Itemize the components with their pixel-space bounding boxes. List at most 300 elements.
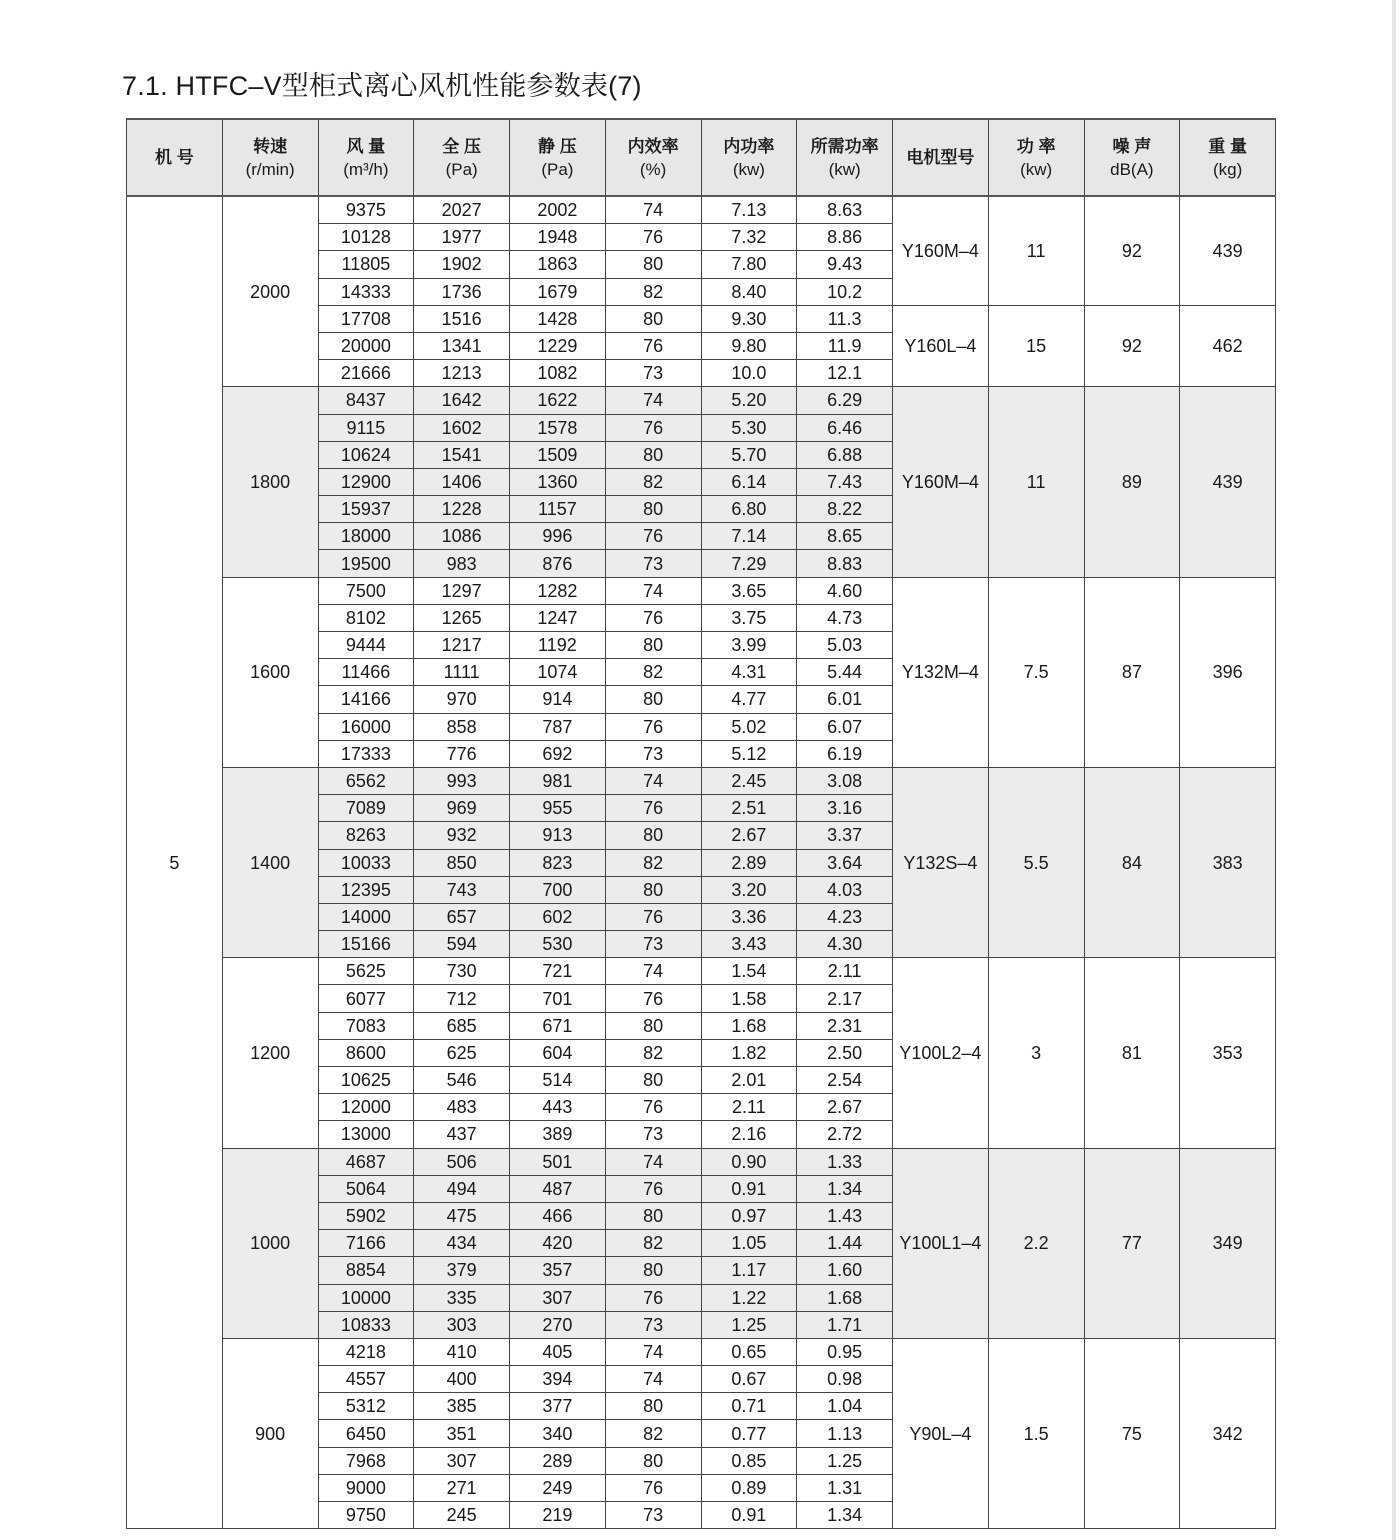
airflow-cell: 10624 xyxy=(318,441,414,468)
airflow-cell: 8102 xyxy=(318,604,414,631)
static-pressure-cell: 307 xyxy=(510,1284,606,1311)
efficiency-cell: 74 xyxy=(605,1148,701,1175)
header-motor-power: 功 率 (kw) xyxy=(988,119,1084,196)
total-pressure-cell: 546 xyxy=(414,1067,510,1094)
internal-power-cell: 7.29 xyxy=(701,550,797,577)
internal-power-cell: 1.22 xyxy=(701,1284,797,1311)
internal-power-cell: 5.70 xyxy=(701,441,797,468)
table-header xyxy=(127,119,1276,196)
static-pressure-cell: 219 xyxy=(510,1502,606,1529)
total-pressure-cell: 1602 xyxy=(414,414,510,441)
motor-model-cell: Y132M–4 xyxy=(893,577,989,767)
total-pressure-cell: 1217 xyxy=(414,632,510,659)
efficiency-cell: 76 xyxy=(605,713,701,740)
airflow-cell: 5902 xyxy=(318,1202,414,1229)
total-pressure-cell: 657 xyxy=(414,903,510,930)
total-pressure-cell: 1902 xyxy=(414,251,510,278)
required-power-cell: 4.73 xyxy=(797,604,893,631)
motor-power-cell: 11 xyxy=(988,196,1084,305)
internal-power-cell: 4.77 xyxy=(701,686,797,713)
total-pressure-cell: 379 xyxy=(414,1257,510,1284)
internal-power-cell: 3.36 xyxy=(701,903,797,930)
static-pressure-cell: 701 xyxy=(510,985,606,1012)
total-pressure-cell: 970 xyxy=(414,686,510,713)
airflow-cell: 15937 xyxy=(318,496,414,523)
airflow-cell: 8600 xyxy=(318,1039,414,1066)
airflow-cell: 4218 xyxy=(318,1338,414,1365)
required-power-cell: 6.07 xyxy=(797,713,893,740)
airflow-cell: 10833 xyxy=(318,1311,414,1338)
airflow-cell: 9115 xyxy=(318,414,414,441)
required-power-cell: 3.64 xyxy=(797,849,893,876)
total-pressure-cell: 858 xyxy=(414,713,510,740)
total-pressure-cell: 1977 xyxy=(414,224,510,251)
internal-power-cell: 1.17 xyxy=(701,1257,797,1284)
efficiency-cell: 82 xyxy=(605,278,701,305)
internal-power-cell: 0.71 xyxy=(701,1393,797,1420)
efficiency-cell: 80 xyxy=(605,1257,701,1284)
speed-cell: 1800 xyxy=(222,387,318,577)
motor-model-cell: Y90L–4 xyxy=(893,1338,989,1528)
airflow-cell: 17333 xyxy=(318,740,414,767)
internal-power-cell: 2.16 xyxy=(701,1121,797,1148)
airflow-cell: 10625 xyxy=(318,1067,414,1094)
efficiency-cell: 76 xyxy=(605,903,701,930)
efficiency-cell: 73 xyxy=(605,1121,701,1148)
table-body xyxy=(127,196,1276,1529)
required-power-cell: 6.46 xyxy=(797,414,893,441)
total-pressure-cell: 730 xyxy=(414,958,510,985)
static-pressure-cell: 466 xyxy=(510,1202,606,1229)
internal-power-cell: 8.40 xyxy=(701,278,797,305)
efficiency-cell: 80 xyxy=(605,1067,701,1094)
efficiency-cell: 82 xyxy=(605,1039,701,1066)
airflow-cell: 7089 xyxy=(318,795,414,822)
total-pressure-cell: 625 xyxy=(414,1039,510,1066)
airflow-cell: 7500 xyxy=(318,577,414,604)
total-pressure-cell: 685 xyxy=(414,1012,510,1039)
internal-power-cell: 3.75 xyxy=(701,604,797,631)
internal-power-cell: 7.32 xyxy=(701,224,797,251)
internal-power-cell: 3.65 xyxy=(701,577,797,604)
airflow-cell: 6077 xyxy=(318,985,414,1012)
total-pressure-cell: 1213 xyxy=(414,360,510,387)
total-pressure-cell: 2027 xyxy=(414,196,510,224)
internal-power-cell: 9.30 xyxy=(701,305,797,332)
speed-cell: 2000 xyxy=(222,196,318,387)
required-power-cell: 9.43 xyxy=(797,251,893,278)
total-pressure-cell: 410 xyxy=(414,1338,510,1365)
motor-power-cell: 5.5 xyxy=(988,767,1084,957)
internal-power-cell: 3.43 xyxy=(701,931,797,958)
required-power-cell: 4.03 xyxy=(797,876,893,903)
static-pressure-cell: 955 xyxy=(510,795,606,822)
total-pressure-cell: 1642 xyxy=(414,387,510,414)
required-power-cell: 8.22 xyxy=(797,496,893,523)
static-pressure-cell: 823 xyxy=(510,849,606,876)
internal-power-cell: 0.85 xyxy=(701,1447,797,1474)
efficiency-cell: 73 xyxy=(605,1311,701,1338)
airflow-cell: 12000 xyxy=(318,1094,414,1121)
airflow-cell: 8437 xyxy=(318,387,414,414)
required-power-cell: 2.11 xyxy=(797,958,893,985)
required-power-cell: 8.65 xyxy=(797,523,893,550)
noise-cell: 75 xyxy=(1084,1338,1180,1528)
airflow-cell: 5064 xyxy=(318,1175,414,1202)
required-power-cell: 2.54 xyxy=(797,1067,893,1094)
efficiency-cell: 80 xyxy=(605,1447,701,1474)
static-pressure-cell: 501 xyxy=(510,1148,606,1175)
static-pressure-cell: 914 xyxy=(510,686,606,713)
static-pressure-cell: 340 xyxy=(510,1420,606,1447)
required-power-cell: 1.31 xyxy=(797,1474,893,1501)
static-pressure-cell: 394 xyxy=(510,1366,606,1393)
efficiency-cell: 80 xyxy=(605,251,701,278)
total-pressure-cell: 245 xyxy=(414,1502,510,1529)
static-pressure-cell: 357 xyxy=(510,1257,606,1284)
motor-model-cell: Y160L–4 xyxy=(893,305,989,387)
efficiency-cell: 73 xyxy=(605,740,701,767)
noise-cell: 87 xyxy=(1084,577,1180,767)
internal-power-cell: 1.68 xyxy=(701,1012,797,1039)
static-pressure-cell: 700 xyxy=(510,876,606,903)
efficiency-cell: 73 xyxy=(605,1502,701,1529)
required-power-cell: 1.34 xyxy=(797,1502,893,1529)
total-pressure-cell: 434 xyxy=(414,1230,510,1257)
total-pressure-cell: 594 xyxy=(414,931,510,958)
page-title: 7.1. HTFC–V型柜式离心风机性能参数表(7) xyxy=(122,71,642,101)
header-internal-efficiency: 内效率 (%) xyxy=(605,119,701,196)
total-pressure-cell: 385 xyxy=(414,1393,510,1420)
motor-model-cell: Y100L2–4 xyxy=(893,958,989,1148)
efficiency-cell: 80 xyxy=(605,686,701,713)
efficiency-cell: 74 xyxy=(605,1338,701,1365)
static-pressure-cell: 1509 xyxy=(510,441,606,468)
motor-power-cell: 3 xyxy=(988,958,1084,1148)
required-power-cell: 0.98 xyxy=(797,1366,893,1393)
airflow-cell: 10128 xyxy=(318,224,414,251)
airflow-cell: 10033 xyxy=(318,849,414,876)
required-power-cell: 11.9 xyxy=(797,332,893,359)
airflow-cell: 5312 xyxy=(318,1393,414,1420)
airflow-cell: 20000 xyxy=(318,332,414,359)
static-pressure-cell: 487 xyxy=(510,1175,606,1202)
static-pressure-cell: 1360 xyxy=(510,468,606,495)
airflow-cell: 8854 xyxy=(318,1257,414,1284)
airflow-cell: 16000 xyxy=(318,713,414,740)
internal-power-cell: 1.58 xyxy=(701,985,797,1012)
total-pressure-cell: 494 xyxy=(414,1175,510,1202)
airflow-cell: 8263 xyxy=(318,822,414,849)
total-pressure-cell: 475 xyxy=(414,1202,510,1229)
static-pressure-cell: 270 xyxy=(510,1311,606,1338)
internal-power-cell: 0.91 xyxy=(701,1502,797,1529)
total-pressure-cell: 437 xyxy=(414,1121,510,1148)
internal-power-cell: 5.30 xyxy=(701,414,797,441)
required-power-cell: 4.60 xyxy=(797,577,893,604)
airflow-cell: 18000 xyxy=(318,523,414,550)
internal-power-cell: 1.82 xyxy=(701,1039,797,1066)
required-power-cell: 4.23 xyxy=(797,903,893,930)
efficiency-cell: 76 xyxy=(605,1474,701,1501)
efficiency-cell: 80 xyxy=(605,1393,701,1420)
required-power-cell: 2.72 xyxy=(797,1121,893,1148)
page-edge-rule xyxy=(1392,0,1396,1540)
table-row xyxy=(127,1148,1276,1175)
efficiency-cell: 76 xyxy=(605,985,701,1012)
motor-model-cell: Y160M–4 xyxy=(893,196,989,305)
noise-cell: 84 xyxy=(1084,767,1180,957)
required-power-cell: 1.13 xyxy=(797,1420,893,1447)
required-power-cell: 11.3 xyxy=(797,305,893,332)
internal-power-cell: 9.80 xyxy=(701,332,797,359)
internal-power-cell: 5.12 xyxy=(701,740,797,767)
static-pressure-cell: 443 xyxy=(510,1094,606,1121)
required-power-cell: 1.44 xyxy=(797,1230,893,1257)
motor-power-cell: 15 xyxy=(988,305,1084,387)
required-power-cell: 6.88 xyxy=(797,441,893,468)
internal-power-cell: 10.0 xyxy=(701,360,797,387)
required-power-cell: 5.03 xyxy=(797,632,893,659)
noise-cell: 89 xyxy=(1084,387,1180,577)
static-pressure-cell: 787 xyxy=(510,713,606,740)
static-pressure-cell: 514 xyxy=(510,1067,606,1094)
airflow-cell: 13000 xyxy=(318,1121,414,1148)
static-pressure-cell: 1157 xyxy=(510,496,606,523)
static-pressure-cell: 289 xyxy=(510,1447,606,1474)
performance-table xyxy=(126,118,1276,1529)
internal-power-cell: 4.31 xyxy=(701,659,797,686)
header-noise: 噪 声 dB(A) xyxy=(1084,119,1180,196)
static-pressure-cell: 1428 xyxy=(510,305,606,332)
static-pressure-cell: 1863 xyxy=(510,251,606,278)
weight-cell: 383 xyxy=(1180,767,1276,957)
required-power-cell: 8.83 xyxy=(797,550,893,577)
header-row xyxy=(127,119,1276,196)
total-pressure-cell: 1406 xyxy=(414,468,510,495)
internal-power-cell: 5.20 xyxy=(701,387,797,414)
required-power-cell: 2.67 xyxy=(797,1094,893,1121)
total-pressure-cell: 712 xyxy=(414,985,510,1012)
efficiency-cell: 74 xyxy=(605,196,701,224)
efficiency-cell: 82 xyxy=(605,468,701,495)
required-power-cell: 3.37 xyxy=(797,822,893,849)
internal-power-cell: 0.97 xyxy=(701,1202,797,1229)
efficiency-cell: 80 xyxy=(605,496,701,523)
total-pressure-cell: 1736 xyxy=(414,278,510,305)
total-pressure-cell: 307 xyxy=(414,1447,510,1474)
required-power-cell: 8.63 xyxy=(797,196,893,224)
static-pressure-cell: 1282 xyxy=(510,577,606,604)
efficiency-cell: 76 xyxy=(605,414,701,441)
total-pressure-cell: 1086 xyxy=(414,523,510,550)
efficiency-cell: 76 xyxy=(605,795,701,822)
efficiency-cell: 76 xyxy=(605,1094,701,1121)
required-power-cell: 2.50 xyxy=(797,1039,893,1066)
required-power-cell: 1.25 xyxy=(797,1447,893,1474)
static-pressure-cell: 1074 xyxy=(510,659,606,686)
efficiency-cell: 80 xyxy=(605,441,701,468)
internal-power-cell: 0.90 xyxy=(701,1148,797,1175)
airflow-cell: 7083 xyxy=(318,1012,414,1039)
required-power-cell: 1.34 xyxy=(797,1175,893,1202)
weight-cell: 353 xyxy=(1180,958,1276,1148)
speed-cell: 1400 xyxy=(222,767,318,957)
static-pressure-cell: 1948 xyxy=(510,224,606,251)
efficiency-cell: 76 xyxy=(605,332,701,359)
efficiency-cell: 80 xyxy=(605,632,701,659)
header-speed: 转速 (r/min) xyxy=(222,119,318,196)
required-power-cell: 2.31 xyxy=(797,1012,893,1039)
airflow-cell: 14000 xyxy=(318,903,414,930)
internal-power-cell: 2.01 xyxy=(701,1067,797,1094)
table-row xyxy=(127,387,1276,414)
internal-power-cell: 0.89 xyxy=(701,1474,797,1501)
motor-power-cell: 2.2 xyxy=(988,1148,1084,1338)
internal-power-cell: 0.77 xyxy=(701,1420,797,1447)
noise-cell: 81 xyxy=(1084,958,1180,1148)
total-pressure-cell: 400 xyxy=(414,1366,510,1393)
weight-cell: 439 xyxy=(1180,196,1276,305)
efficiency-cell: 80 xyxy=(605,1202,701,1229)
motor-model-cell: Y100L1–4 xyxy=(893,1148,989,1338)
machine-no-cell: 5 xyxy=(127,196,223,1529)
required-power-cell: 4.30 xyxy=(797,931,893,958)
total-pressure-cell: 1228 xyxy=(414,496,510,523)
total-pressure-cell: 983 xyxy=(414,550,510,577)
airflow-cell: 4687 xyxy=(318,1148,414,1175)
total-pressure-cell: 1541 xyxy=(414,441,510,468)
header-internal-power: 内功率 (kw) xyxy=(701,119,797,196)
speed-cell: 1000 xyxy=(222,1148,318,1338)
static-pressure-cell: 1229 xyxy=(510,332,606,359)
airflow-cell: 9000 xyxy=(318,1474,414,1501)
table-row xyxy=(127,196,1276,224)
required-power-cell: 1.60 xyxy=(797,1257,893,1284)
total-pressure-cell: 1297 xyxy=(414,577,510,604)
total-pressure-cell: 1111 xyxy=(414,659,510,686)
internal-power-cell: 2.45 xyxy=(701,767,797,794)
speed-cell: 1200 xyxy=(222,958,318,1148)
internal-power-cell: 2.89 xyxy=(701,849,797,876)
total-pressure-cell: 776 xyxy=(414,740,510,767)
static-pressure-cell: 1679 xyxy=(510,278,606,305)
static-pressure-cell: 1622 xyxy=(510,387,606,414)
motor-model-cell: Y132S–4 xyxy=(893,767,989,957)
static-pressure-cell: 1247 xyxy=(510,604,606,631)
internal-power-cell: 1.05 xyxy=(701,1230,797,1257)
efficiency-cell: 76 xyxy=(605,604,701,631)
header-weight: 重 量 (kg) xyxy=(1180,119,1276,196)
weight-cell: 349 xyxy=(1180,1148,1276,1338)
total-pressure-cell: 483 xyxy=(414,1094,510,1121)
internal-power-cell: 0.67 xyxy=(701,1366,797,1393)
required-power-cell: 2.17 xyxy=(797,985,893,1012)
total-pressure-cell: 1265 xyxy=(414,604,510,631)
efficiency-cell: 73 xyxy=(605,360,701,387)
required-power-cell: 3.16 xyxy=(797,795,893,822)
static-pressure-cell: 530 xyxy=(510,931,606,958)
airflow-cell: 12900 xyxy=(318,468,414,495)
total-pressure-cell: 335 xyxy=(414,1284,510,1311)
efficiency-cell: 82 xyxy=(605,849,701,876)
required-power-cell: 10.2 xyxy=(797,278,893,305)
total-pressure-cell: 271 xyxy=(414,1474,510,1501)
airflow-cell: 11805 xyxy=(318,251,414,278)
internal-power-cell: 1.54 xyxy=(701,958,797,985)
static-pressure-cell: 1082 xyxy=(510,360,606,387)
airflow-cell: 9444 xyxy=(318,632,414,659)
internal-power-cell: 7.80 xyxy=(701,251,797,278)
internal-power-cell: 1.25 xyxy=(701,1311,797,1338)
static-pressure-cell: 1578 xyxy=(510,414,606,441)
static-pressure-cell: 2002 xyxy=(510,196,606,224)
airflow-cell: 4557 xyxy=(318,1366,414,1393)
speed-cell: 1600 xyxy=(222,577,318,767)
internal-power-cell: 0.91 xyxy=(701,1175,797,1202)
efficiency-cell: 76 xyxy=(605,224,701,251)
internal-power-cell: 2.51 xyxy=(701,795,797,822)
total-pressure-cell: 506 xyxy=(414,1148,510,1175)
airflow-cell: 14166 xyxy=(318,686,414,713)
efficiency-cell: 82 xyxy=(605,1230,701,1257)
internal-power-cell: 2.67 xyxy=(701,822,797,849)
table-row xyxy=(127,958,1276,985)
airflow-cell: 21666 xyxy=(318,360,414,387)
static-pressure-cell: 249 xyxy=(510,1474,606,1501)
airflow-cell: 9375 xyxy=(318,196,414,224)
motor-power-cell: 11 xyxy=(988,387,1084,577)
airflow-cell: 14333 xyxy=(318,278,414,305)
efficiency-cell: 82 xyxy=(605,1420,701,1447)
required-power-cell: 6.29 xyxy=(797,387,893,414)
static-pressure-cell: 721 xyxy=(510,958,606,985)
airflow-cell: 17708 xyxy=(318,305,414,332)
noise-cell: 92 xyxy=(1084,196,1180,305)
required-power-cell: 7.43 xyxy=(797,468,893,495)
efficiency-cell: 74 xyxy=(605,387,701,414)
efficiency-cell: 80 xyxy=(605,876,701,903)
airflow-cell: 6450 xyxy=(318,1420,414,1447)
efficiency-cell: 80 xyxy=(605,822,701,849)
internal-power-cell: 7.13 xyxy=(701,196,797,224)
table-row xyxy=(127,1338,1276,1365)
static-pressure-cell: 1192 xyxy=(510,632,606,659)
airflow-cell: 11466 xyxy=(318,659,414,686)
efficiency-cell: 74 xyxy=(605,1366,701,1393)
total-pressure-cell: 932 xyxy=(414,822,510,849)
airflow-cell: 15166 xyxy=(318,931,414,958)
noise-cell: 77 xyxy=(1084,1148,1180,1338)
weight-cell: 439 xyxy=(1180,387,1276,577)
efficiency-cell: 74 xyxy=(605,767,701,794)
airflow-cell: 9750 xyxy=(318,1502,414,1529)
header-airflow: 风 量 (m³/h) xyxy=(318,119,414,196)
static-pressure-cell: 420 xyxy=(510,1230,606,1257)
required-power-cell: 12.1 xyxy=(797,360,893,387)
static-pressure-cell: 981 xyxy=(510,767,606,794)
internal-power-cell: 6.14 xyxy=(701,468,797,495)
header-required-power: 所需功率 (kw) xyxy=(797,119,893,196)
static-pressure-cell: 604 xyxy=(510,1039,606,1066)
static-pressure-cell: 389 xyxy=(510,1121,606,1148)
required-power-cell: 3.08 xyxy=(797,767,893,794)
efficiency-cell: 80 xyxy=(605,1012,701,1039)
noise-cell: 92 xyxy=(1084,305,1180,387)
required-power-cell: 5.44 xyxy=(797,659,893,686)
header-total-pressure: 全 压 (Pa) xyxy=(414,119,510,196)
table-row xyxy=(127,577,1276,604)
